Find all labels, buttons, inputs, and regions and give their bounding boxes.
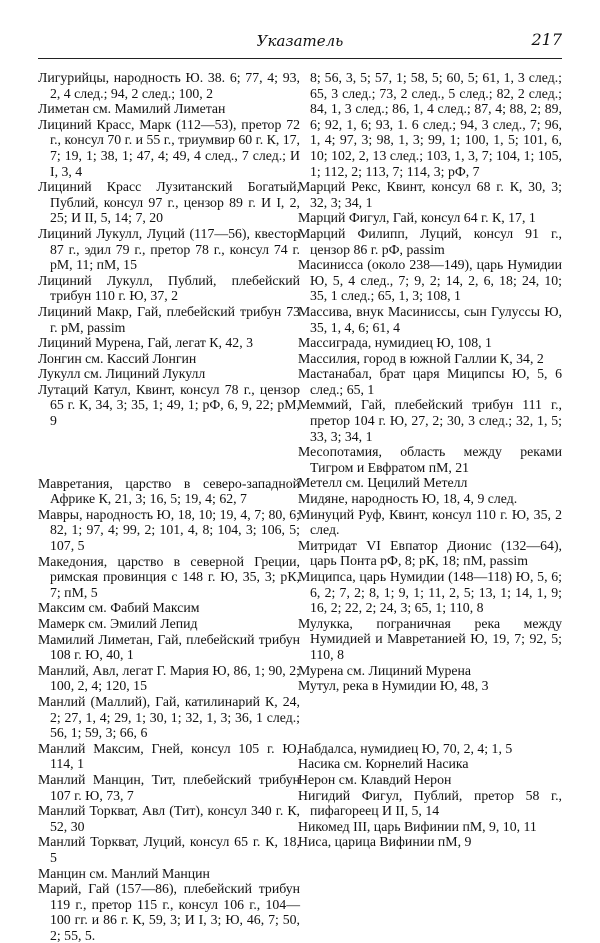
index-entry: Манлий (Маллий), Гай, катилинарий К, 24, 2; 27, 1, 4; 29, 1; 30, 1; 32, 1, 3; 36, 1 след.; 56, 1; 59, 3; 66, 6 xyxy=(38,693,300,741)
index-entry: Мурена см. Лициний Мурена xyxy=(298,662,472,678)
index-entry: Массиграда, нумидиец Ю, 108, 1 xyxy=(298,335,492,351)
index-entry: Лукулл см. Лициний Лукулл xyxy=(38,366,206,382)
index-entry: Минуций Руф, Квинт, консул 110 г. Ю, 35, 2 след. xyxy=(298,506,562,538)
index-entry: Нерон см. Клавдий Нерон xyxy=(298,771,452,787)
index-entry: Мамерк см. Эмилий Лепид xyxy=(38,616,198,631)
index-entry: Мавры, народность Ю, 18, 10; 19, 4, 7; 80, 6; 82, 1; 97, 4; 99, 2; 101, 4, 8; 104, 3; 106, 5; 107, 5 xyxy=(38,506,300,554)
index-entry: Марций Рекс, Квинт, консул 68 г. К, 30, 3; 32, 3; 34, 1 xyxy=(298,179,562,210)
index-entry: Манлий Торкват, Луций, консул 65 г. К, 18, 5 xyxy=(38,834,300,865)
index-entry: Ниса, царица Вифинии пМ, 9 xyxy=(298,834,472,850)
index-entry: Массилия, город в южной Галлии К, 34, 2 xyxy=(298,350,544,366)
index-entry: Манлий Максим, Гней, консул 105 г. Ю, 114, 1 xyxy=(38,740,300,772)
index-entry: Мидяне, народность Ю, 18, 4, 9 след. xyxy=(298,491,518,507)
running-title: Указатель xyxy=(256,32,344,50)
index-entry: Миципса, царь Нумидии (148—118) Ю, 5, 6; 6, 2; 7, 2; 8, 1; 9, 1; 11, 2, 5; 13, 1; 14, 1, 9; 16, 2; 22, 2; 24, 3; 65, 1; 110, 8 xyxy=(298,569,562,616)
index-entry: Насика см. Корнелий Насика xyxy=(298,756,469,772)
index-entry: Масинисса (около 238—149), царь Нумидии Ю, 5, 4 след., 7; 9, 2; 14, 2, 6, 18; 24, 10; 35, 1 след.; 65, 1, 3; 108, 1 xyxy=(298,257,562,304)
index-entry: Манлий, Авл, легат Г. Мария Ю, 86, 1; 90, 2; 100, 2, 4; 120, 15 xyxy=(38,662,300,694)
index-entry: Лутаций Катул, Квинт, консул 78 г., цензор 65 г. К, 34, 3; 35, 1; 49, 1; рФ, 6, 9, 22; рМ, 9 xyxy=(38,381,300,429)
index-entry: Меммий, Гай, плебейский трибун 111 г., претор 104 г. Ю, 27, 2; 30, 3 след.; 32, 1, 5; 33, 3; 34, 1 xyxy=(298,397,562,444)
letter-section-gap xyxy=(298,694,562,741)
right-column xyxy=(298,70,562,850)
index-entry: Манцин см. Манлий Манцин xyxy=(38,865,210,881)
letter-section-gap xyxy=(38,429,300,476)
page-number: 217 xyxy=(531,30,562,49)
index-entry: Нигидий Фигул, Публий, претор 58 г., пифагореец И II, 5, 14 xyxy=(298,787,562,819)
index-entry: Лициний Лукулл, Публий, плебейский трибун 110 г. Ю, 37, 2 xyxy=(38,272,300,304)
index-entry-continuation: 8; 56, 3, 5; 57, 1; 58, 5; 60, 5; 61, 1, 3 след.; 65, 3 след.; 73, 2 след., 5 след.; 82, 2 след.; 84, 1, 3 след.; 86, 1, 4 след.; 87, 4; 88, 2; 89, 6; 92, 1, 6; 93, 1. 6 след.; 94, 3 след., 7; 96, 1, 4; 97, 3; 98, 1, 3; 99, 1; 100, 1, 5; 101, 6, 10; 102, 2, 13 след.; 103, 1, 3, 7; 104, 1; 105, 1; 112, 2; 113, 7; 114, 3; рФ, 7 xyxy=(310,70,562,179)
index-entry: Никомед III, царь Вифинии пМ, 9, 10, 11 xyxy=(298,818,537,834)
index-entry: Лициний Лукулл, Луций (117—56), квестор 87 г., эдил 79 г., претор 78 г., консул 74 г. рМ, 11; пМ, 15 xyxy=(38,225,300,273)
index-entry: Набдалса, нумидиец Ю, 70, 2, 4; 1, 5 xyxy=(298,740,513,756)
index-entry: Мулукка, пограничная река между Нумидией и Мавретанией Ю, 19, 7; 92, 5; 110, 8 xyxy=(298,615,562,662)
index-entry: Мастанабал, брат царя Миципсы Ю, 5, 6 след.; 65, 1 xyxy=(298,366,562,397)
index-entry: Метелл см. Цецилий Метелл xyxy=(298,475,468,491)
index-entry: Манлий Торкват, Авл (Тит), консул 340 г. К, 52, 30 xyxy=(38,803,300,834)
index-entry: Мамилий Лиметан, Гай, плебейский трибун 108 г. Ю, 40, 1 xyxy=(38,631,300,663)
index-entry: Марций Фигул, Гай, консул 64 г. К, 17, 1 xyxy=(298,210,536,226)
index-entry: Митридат VI Евпатор Дионис (132—64), царь Понта рФ, 8; рК, 18; пМ, passim xyxy=(298,537,562,569)
index-entry: Лонгин см. Кассий Лонгин xyxy=(38,350,197,366)
page-header xyxy=(38,30,562,56)
index-entry: Массива, внук Масиниссы, сын Гулуссы Ю, 35, 1, 4, 6; 61, 4 xyxy=(298,303,562,335)
index-entry: Месопотамия, область между реками Тигром и Евфратом пМ, 21 xyxy=(298,444,562,475)
index-entry: Лиметан см. Мамилий Лиметан xyxy=(38,101,226,117)
index-entry: Лициний Макр, Гай, плебейский трибун 73 г. рМ, passim xyxy=(38,303,300,335)
index-entry: Лициний Мурена, Гай, легат К, 42, 3 xyxy=(38,335,254,351)
index-entry: Мавретания, царство в северо-западной Африке К, 21, 3; 16, 5; 19, 4; 62, 7 xyxy=(38,475,300,507)
index-entry: Лициний Красс, Марк (112—53), претор 72 г., консул 70 г. и 55 г., триумвир 60 г. К, 17, 7; 19, 1; 38, 1; 47, 4; 49, 4 след., 7 след.; И I, 3, 4 xyxy=(38,116,300,179)
index-entry: Манлий Манцин, Тит, плебейский трибун 107 г. Ю, 73, 7 xyxy=(38,771,300,803)
index-entry: Максим см. Фабий Максим xyxy=(38,600,200,616)
index-entry: Лигурийцы, народность Ю. 38. 6; 77, 4; 93, 2, 4 след.; 94, 2 след.; 100, 2 xyxy=(38,70,300,101)
index-entry: Марий, Гай (157—86), плебейский трибун 119 г., претор 115 г., консул 106 г., 104—100 гг. и 86 г. К, 59, 3; И I, 3; Ю, 46, 7; 50, 2; 55, 5. xyxy=(38,881,300,943)
index-entry: Лициний Красс Лузитанский Богатый, Публий, консул 97 г., цензор 89 г. И I, 2, 25; И II, 5, 14; 7, 20 xyxy=(38,179,300,226)
left-column xyxy=(38,70,300,943)
index-entry: Македония, царство в северной Греции, римская провинция с 148 г. Ю, 35, 3; рК, 7; пМ, 5 xyxy=(38,553,300,600)
index-entry: Мутул, река в Нумидии Ю, 48, 3 xyxy=(298,678,489,694)
index-entry: Марций Филипп, Луций, консул 91 г., цензор 86 г. рФ, passim xyxy=(298,225,562,257)
header-rule xyxy=(38,58,562,59)
